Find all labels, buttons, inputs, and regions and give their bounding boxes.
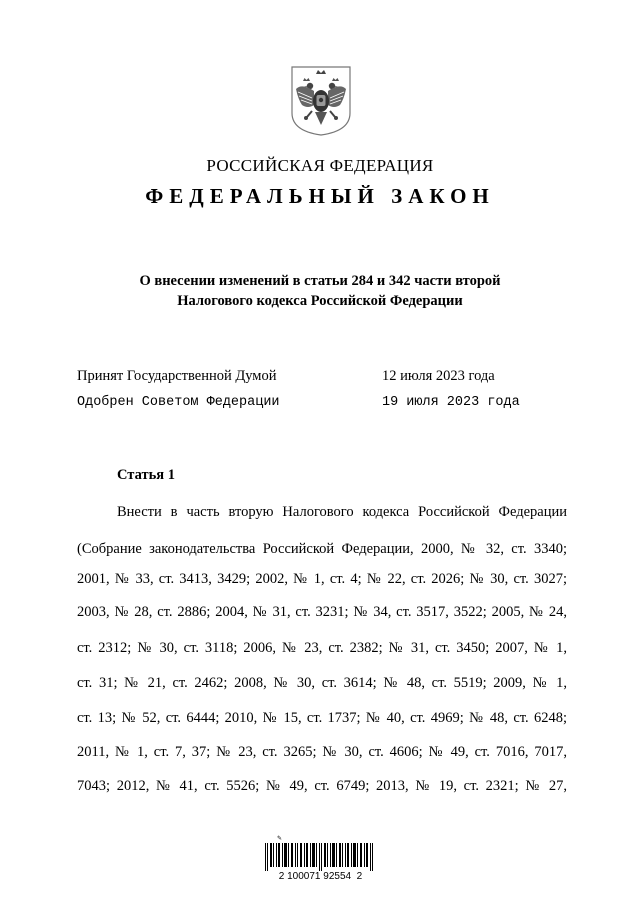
law-title <box>100 271 540 311</box>
article-text-line: Внести в часть вторую Налогового кодекса Российской Федерации <box>117 504 567 520</box>
article-text-line: 2001, № 33, ст. 3413, 3429; 2002, № 1, ст. 4; № 22, ст. 2026; № 30, ст. 3027; <box>77 571 567 587</box>
article-text-line: ст. 13; № 52, ст. 6444; 2010, № 15, ст. 1737; № 40, ст. 4969; № 48, ст. 6248; <box>77 710 567 726</box>
article-text-line: ст. 2312; № 30, ст. 3118; 2006, № 23, ст. 2382; № 31, ст. 3450; 2007, № 1, <box>77 640 567 656</box>
article-text-line: 7043; 2012, № 41, ст. 5526; № 49, ст. 6749; 2013, № 19, ст. 2321; № 27, <box>77 778 567 794</box>
article-text-line: 2003, № 28, ст. 2886; 2004, № 31, ст. 3231; № 34, ст. 3517, 3522; 2005, № 24, <box>77 604 567 620</box>
council-approval-label: Одобрен Советом Федерации <box>77 395 280 410</box>
law-title-line: О внесении изменений в статьи 284 и 342 части второй <box>139 273 501 289</box>
barcode-stamp-icon: ✎ <box>277 836 283 842</box>
article-text-line: (Собрание законодательства Российской Федерации, 2000, № 32, ст. 3340; <box>77 541 567 557</box>
duma-adoption-label: Принят Государственной Думой <box>77 368 277 384</box>
article-text-line: 2011, № 1, ст. 7, 37; № 23, ст. 3265; № 30, ст. 4606; № 49, ст. 7016, 7017, <box>77 744 567 760</box>
article-text-line: ст. 31; № 21, ст. 2462; 2008, № 30, ст. 3614; № 48, ст. 5519; 2009, № 1, <box>77 675 567 691</box>
law-type-heading: ФЕДЕРАЛЬНЫЙ ЗАКОН <box>145 184 495 208</box>
law-title-line: Налогового кодекса Российской Федерации <box>177 293 463 309</box>
barcode-bars <box>265 843 376 871</box>
council-approval-date: 19 июля 2023 года <box>382 395 520 410</box>
duma-adoption-date: 12 июля 2023 года <box>382 368 495 384</box>
barcode-digits: 2 100071 92554 2 <box>278 871 363 882</box>
document-barcode <box>263 835 378 885</box>
country-name: РОССИЙСКАЯ ФЕДЕРАЦИЯ <box>206 156 434 175</box>
russian-coat-of-arms-icon <box>290 65 352 137</box>
article-heading: Статья 1 <box>117 467 175 483</box>
